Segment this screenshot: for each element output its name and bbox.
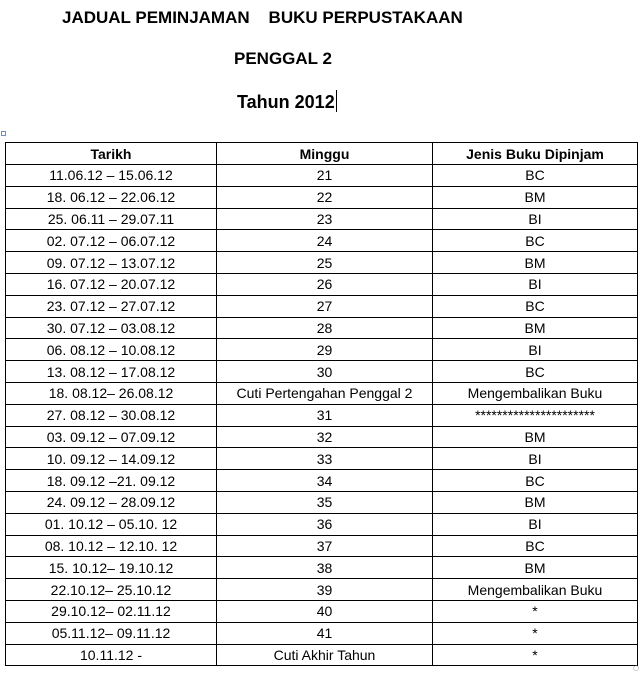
cell-week: 40 <box>217 600 433 622</box>
table-row <box>6 513 638 535</box>
table-row <box>6 448 638 470</box>
cell-date: 13. 08.12 – 17.08.12 <box>6 361 217 383</box>
header-book-type: Jenis Buku Dipinjam <box>433 143 638 165</box>
cell-date: 10.11.12 - <box>6 644 217 666</box>
cell-book-type: BC <box>433 470 638 492</box>
table-row <box>6 208 638 230</box>
table-row <box>6 579 638 601</box>
table-row <box>6 165 638 187</box>
cell-book-type: BM <box>433 317 638 339</box>
cell-week: 34 <box>217 470 433 492</box>
cell-date: 23. 07.12 – 27.07.12 <box>6 295 217 317</box>
cell-week: 28 <box>217 317 433 339</box>
cell-date: 27. 08.12 – 30.08.12 <box>6 404 217 426</box>
cell-week: 26 <box>217 273 433 295</box>
cell-date: 09. 07.12 – 13.07.12 <box>6 252 217 274</box>
cell-week: 33 <box>217 448 433 470</box>
text-cursor-icon <box>336 90 337 112</box>
cell-week: 25 <box>217 252 433 274</box>
cell-week: Cuti Akhir Tahun <box>217 644 433 666</box>
table-row <box>6 644 638 666</box>
cell-date: 05.11.12– 09.11.12 <box>6 622 217 644</box>
page-corner-mark: ○ <box>633 664 639 672</box>
cell-book-type: BI <box>433 208 638 230</box>
cell-book-type: BI <box>433 273 638 295</box>
cell-book-type: BC <box>433 230 638 252</box>
cell-book-type: Mengembalikan Buku <box>433 579 638 601</box>
cell-week: 24 <box>217 230 433 252</box>
table-row <box>6 600 638 622</box>
header-week: Minggu <box>217 143 433 165</box>
cell-date: 01. 10.12 – 05.10. 12 <box>6 513 217 535</box>
cell-week: 31 <box>217 404 433 426</box>
loan-schedule-table <box>5 142 638 666</box>
cell-date: 30. 07.12 – 03.08.12 <box>6 317 217 339</box>
cell-week: 37 <box>217 535 433 557</box>
cell-week: Cuti Pertengahan Penggal 2 <box>217 382 433 404</box>
table-row <box>6 622 638 644</box>
cell-book-type: BM <box>433 252 638 274</box>
cell-date: 06. 08.12 – 10.08.12 <box>6 339 217 361</box>
cell-date: 22.10.12– 25.10.12 <box>6 579 217 601</box>
cell-week: 21 <box>217 165 433 187</box>
cell-week: 27 <box>217 295 433 317</box>
cell-date: 29.10.12– 02.11.12 <box>6 600 217 622</box>
cell-date: 25. 06.11 – 29.07.11 <box>6 208 217 230</box>
cell-week: 23 <box>217 208 433 230</box>
cell-book-type: BM <box>433 557 638 579</box>
table-row <box>6 295 638 317</box>
cell-book-type: BC <box>433 295 638 317</box>
header-date: Tarikh <box>6 143 217 165</box>
cell-date: 16. 07.12 – 20.07.12 <box>6 273 217 295</box>
cell-book-type: * <box>433 644 638 666</box>
cell-week: 36 <box>217 513 433 535</box>
cell-date: 24. 09.12 – 28.09.12 <box>6 491 217 513</box>
cell-week: 41 <box>217 622 433 644</box>
cell-book-type: BM <box>433 186 638 208</box>
cell-week: 38 <box>217 557 433 579</box>
table-row <box>6 273 638 295</box>
cell-week: 39 <box>217 579 433 601</box>
document-title: JADUAL PEMINJAMAN BUKU PERPUSTAKAAN <box>62 8 463 27</box>
cell-book-type: Mengembalikan Buku <box>433 382 638 404</box>
table-row <box>6 252 638 274</box>
table-header-row <box>6 143 638 165</box>
cell-book-type: BM <box>433 426 638 448</box>
table-row <box>6 404 638 426</box>
cell-date: 02. 07.12 – 06.07.12 <box>6 230 217 252</box>
cell-date: 15. 10.12– 19.10.12 <box>6 557 217 579</box>
cell-book-type: BC <box>433 361 638 383</box>
table-body <box>6 165 638 666</box>
cell-date: 08. 10.12 – 12.10. 12 <box>6 535 217 557</box>
cell-book-type: ********************** <box>433 404 638 426</box>
cell-book-type: BM <box>433 491 638 513</box>
table-row <box>6 382 638 404</box>
cell-week: 30 <box>217 361 433 383</box>
cell-book-type: BI <box>433 339 638 361</box>
table-row <box>6 230 638 252</box>
cell-date: 03. 09.12 – 07.09.12 <box>6 426 217 448</box>
table-row <box>6 317 638 339</box>
table-row <box>6 557 638 579</box>
cell-week: 32 <box>217 426 433 448</box>
cell-book-type: BC <box>433 535 638 557</box>
table-move-handle-icon[interactable] <box>1 131 6 136</box>
document-subtitle-year <box>237 90 337 113</box>
table-row <box>6 535 638 557</box>
cell-week: 22 <box>217 186 433 208</box>
cell-book-type: * <box>433 600 638 622</box>
cell-book-type: * <box>433 622 638 644</box>
cell-date: 10. 09.12 – 14.09.12 <box>6 448 217 470</box>
cell-book-type: BC <box>433 165 638 187</box>
year-text: Tahun 2012 <box>237 92 335 112</box>
cell-date: 18. 09.12 –21. 09.12 <box>6 470 217 492</box>
table-row <box>6 470 638 492</box>
table-row <box>6 361 638 383</box>
table-row <box>6 491 638 513</box>
cell-week: 35 <box>217 491 433 513</box>
cell-date: 18. 08.12– 26.08.12 <box>6 382 217 404</box>
cell-date: 18. 06.12 – 22.06.12 <box>6 186 217 208</box>
cell-book-type: BI <box>433 448 638 470</box>
cell-week: 29 <box>217 339 433 361</box>
table-row <box>6 186 638 208</box>
document-subtitle-term: PENGGAL 2 <box>234 49 332 68</box>
table-row <box>6 426 638 448</box>
cell-book-type: BI <box>433 513 638 535</box>
cell-date: 11.06.12 – 15.06.12 <box>6 165 217 187</box>
table-row <box>6 339 638 361</box>
